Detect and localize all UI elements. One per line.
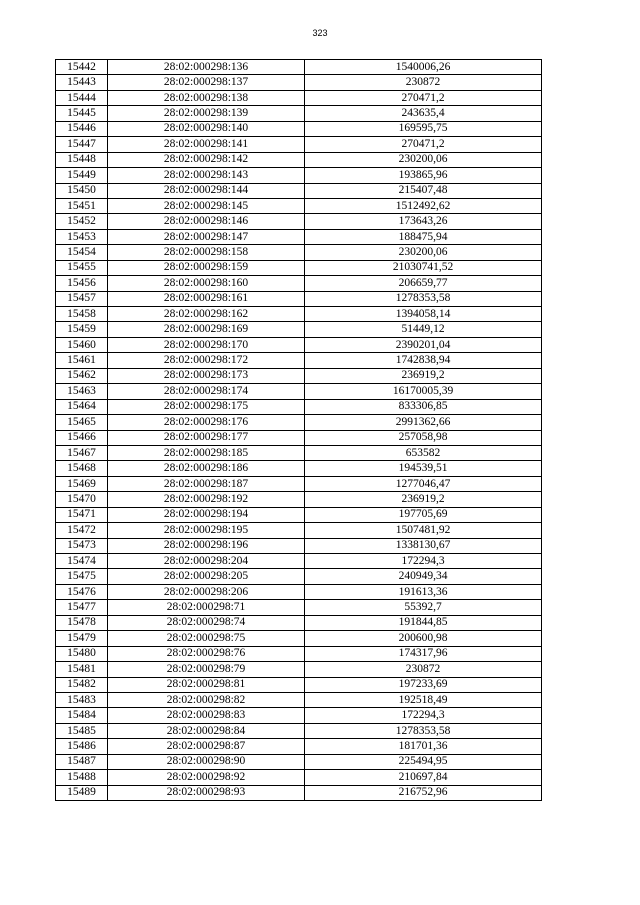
table-row [56,507,542,522]
value-cell: 236919,2 [305,492,542,507]
cadastral-number-cell: 28:02:000298:162 [108,307,305,322]
value-cell: 1507481,92 [305,523,542,538]
row-number-cell: 15453 [56,229,108,244]
cadastral-number-cell: 28:02:000298:196 [108,538,305,553]
value-cell: 194539,51 [305,461,542,476]
value-cell: 173643,26 [305,214,542,229]
value-cell: 210697,84 [305,770,542,785]
row-number-cell: 15452 [56,214,108,229]
table-row [56,90,542,105]
cadastral-number-cell: 28:02:000298:138 [108,90,305,105]
row-number-cell: 15445 [56,106,108,121]
cadastral-number-cell: 28:02:000298:176 [108,415,305,430]
table-row [56,75,542,90]
value-cell: 1278353,58 [305,291,542,306]
row-number-cell: 15458 [56,307,108,322]
cadastral-number-cell: 28:02:000298:137 [108,75,305,90]
row-number-cell: 15456 [56,276,108,291]
row-number-cell: 15450 [56,183,108,198]
row-number-cell: 15447 [56,137,108,152]
table-row [56,754,542,769]
table-row [56,662,542,677]
row-number-cell: 15448 [56,152,108,167]
cadastral-number-cell: 28:02:000298:158 [108,245,305,260]
table-row [56,461,542,476]
table-row [56,229,542,244]
row-number-cell: 15465 [56,415,108,430]
cadastral-number-cell: 28:02:000298:173 [108,368,305,383]
row-number-cell: 15473 [56,538,108,553]
row-number-cell: 15480 [56,646,108,661]
cadastral-number-cell: 28:02:000298:204 [108,554,305,569]
table-row [56,677,542,692]
value-cell: 172294,3 [305,554,542,569]
cadastral-number-cell: 28:02:000298:140 [108,121,305,136]
row-number-cell: 15474 [56,554,108,569]
row-number-cell: 15487 [56,754,108,769]
page-number: 323 [312,28,328,38]
row-number-cell: 15469 [56,476,108,491]
cadastral-number-cell: 28:02:000298:75 [108,631,305,646]
table-row [56,260,542,275]
cadastral-number-cell: 28:02:000298:76 [108,646,305,661]
value-cell: 2390201,04 [305,337,542,352]
value-cell: 230872 [305,662,542,677]
row-number-cell: 15460 [56,337,108,352]
row-number-cell: 15443 [56,75,108,90]
table-row [56,276,542,291]
table-row [56,183,542,198]
value-cell: 174317,96 [305,646,542,661]
value-cell: 191613,36 [305,584,542,599]
cadastral-number-cell: 28:02:000298:81 [108,677,305,692]
value-cell: 270471,2 [305,137,542,152]
table-row [56,430,542,445]
value-cell: 197233,69 [305,677,542,692]
value-cell: 16170005,39 [305,384,542,399]
cadastral-number-cell: 28:02:000298:169 [108,322,305,337]
value-cell: 197705,69 [305,507,542,522]
value-cell: 236919,2 [305,368,542,383]
value-cell: 172294,3 [305,708,542,723]
value-cell: 169595,75 [305,121,542,136]
table-row [56,538,542,553]
value-cell: 181701,36 [305,739,542,754]
cadastral-number-cell: 28:02:000298:174 [108,384,305,399]
row-number-cell: 15481 [56,662,108,677]
value-cell: 200600,98 [305,631,542,646]
value-cell: 240949,34 [305,569,542,584]
row-number-cell: 15468 [56,461,108,476]
value-cell: 230200,06 [305,245,542,260]
value-cell: 51449,12 [305,322,542,337]
value-cell: 1512492,62 [305,198,542,213]
table-row [56,152,542,167]
cadastral-number-cell: 28:02:000298:175 [108,399,305,414]
row-number-cell: 15459 [56,322,108,337]
cadastral-number-cell: 28:02:000298:141 [108,137,305,152]
table-row [56,399,542,414]
row-number-cell: 15477 [56,600,108,615]
table-row [56,60,542,75]
value-cell: 193865,96 [305,168,542,183]
value-cell: 188475,94 [305,229,542,244]
table-row [56,554,542,569]
cadastral-number-cell: 28:02:000298:195 [108,523,305,538]
table-row [56,708,542,723]
row-number-cell: 15472 [56,523,108,538]
value-cell: 216752,96 [305,785,542,800]
table-row [56,368,542,383]
cadastral-number-cell: 28:02:000298:90 [108,754,305,769]
cadastral-number-cell: 28:02:000298:161 [108,291,305,306]
cadastral-number-cell: 28:02:000298:71 [108,600,305,615]
row-number-cell: 15471 [56,507,108,522]
row-number-cell: 15476 [56,584,108,599]
table-row [56,322,542,337]
value-cell: 206659,77 [305,276,542,291]
table-row [56,415,542,430]
cadastral-number-cell: 28:02:000298:136 [108,60,305,75]
table-row [56,337,542,352]
cadastral-number-cell: 28:02:000298:143 [108,168,305,183]
cadastral-number-cell: 28:02:000298:185 [108,445,305,460]
table-row [56,646,542,661]
cadastral-number-cell: 28:02:000298:83 [108,708,305,723]
value-cell: 225494,95 [305,754,542,769]
table-row [56,569,542,584]
table-row [56,137,542,152]
row-number-cell: 15485 [56,723,108,738]
row-number-cell: 15466 [56,430,108,445]
table-row [56,492,542,507]
row-number-cell: 15454 [56,245,108,260]
table-row [56,353,542,368]
cadastral-number-cell: 28:02:000298:93 [108,785,305,800]
value-cell: 653582 [305,445,542,460]
table-row [56,307,542,322]
cadastral-number-cell: 28:02:000298:82 [108,692,305,707]
row-number-cell: 15446 [56,121,108,136]
row-number-cell: 15457 [56,291,108,306]
cadastral-number-cell: 28:02:000298:142 [108,152,305,167]
cadastral-number-cell: 28:02:000298:84 [108,723,305,738]
row-number-cell: 15488 [56,770,108,785]
cadastral-number-cell: 28:02:000298:146 [108,214,305,229]
row-number-cell: 15463 [56,384,108,399]
table-row [56,198,542,213]
table-row [56,723,542,738]
row-number-cell: 15464 [56,399,108,414]
value-cell: 230200,06 [305,152,542,167]
row-number-cell: 15475 [56,569,108,584]
table-row [56,770,542,785]
table-row [56,584,542,599]
cadastral-number-cell: 28:02:000298:192 [108,492,305,507]
cadastral-number-cell: 28:02:000298:147 [108,229,305,244]
row-number-cell: 15442 [56,60,108,75]
row-number-cell: 15449 [56,168,108,183]
value-cell: 1338130,67 [305,538,542,553]
value-cell: 1394058,14 [305,307,542,322]
value-cell: 1278353,58 [305,723,542,738]
cadastral-number-cell: 28:02:000298:159 [108,260,305,275]
table-row [56,384,542,399]
table-row [56,106,542,121]
table-row [56,121,542,136]
cadastral-number-cell: 28:02:000298:87 [108,739,305,754]
row-number-cell: 15482 [56,677,108,692]
value-cell: 243635,4 [305,106,542,121]
value-cell: 1742838,94 [305,353,542,368]
cadastral-number-cell: 28:02:000298:205 [108,569,305,584]
table-body [56,60,542,801]
table-row [56,523,542,538]
row-number-cell: 15444 [56,90,108,105]
cadastral-number-cell: 28:02:000298:206 [108,584,305,599]
table-row [56,600,542,615]
table-row [56,615,542,630]
row-number-cell: 15478 [56,615,108,630]
cadastral-number-cell: 28:02:000298:187 [108,476,305,491]
row-number-cell: 15461 [56,353,108,368]
row-number-cell: 15486 [56,739,108,754]
cadastral-number-cell: 28:02:000298:74 [108,615,305,630]
cadastral-number-cell: 28:02:000298:172 [108,353,305,368]
table-row [56,631,542,646]
table-row [56,291,542,306]
cadastral-number-cell: 28:02:000298:170 [108,337,305,352]
cadastral-number-cell: 28:02:000298:194 [108,507,305,522]
cadastral-number-cell: 28:02:000298:160 [108,276,305,291]
value-cell: 191844,85 [305,615,542,630]
row-number-cell: 15484 [56,708,108,723]
table-row [56,168,542,183]
table-row [56,245,542,260]
value-cell: 21030741,52 [305,260,542,275]
cadastral-number-cell: 28:02:000298:144 [108,183,305,198]
row-number-cell: 15489 [56,785,108,800]
cadastral-number-cell: 28:02:000298:79 [108,662,305,677]
value-cell: 215407,48 [305,183,542,198]
row-number-cell: 15451 [56,198,108,213]
row-number-cell: 15467 [56,445,108,460]
row-number-cell: 15455 [56,260,108,275]
row-number-cell: 15479 [56,631,108,646]
row-number-cell: 15483 [56,692,108,707]
cadastral-number-cell: 28:02:000298:145 [108,198,305,213]
row-number-cell: 15462 [56,368,108,383]
value-cell: 2991362,66 [305,415,542,430]
cadastral-number-cell: 28:02:000298:139 [108,106,305,121]
table-row [56,214,542,229]
data-table [55,59,542,801]
value-cell: 1277046,47 [305,476,542,491]
value-cell: 833306,85 [305,399,542,414]
table-row [56,739,542,754]
value-cell: 55392,7 [305,600,542,615]
value-cell: 270471,2 [305,90,542,105]
table-row [56,476,542,491]
cadastral-number-cell: 28:02:000298:92 [108,770,305,785]
cadastral-number-cell: 28:02:000298:186 [108,461,305,476]
cadastral-number-cell: 28:02:000298:177 [108,430,305,445]
row-number-cell: 15470 [56,492,108,507]
table-row [56,445,542,460]
value-cell: 257058,98 [305,430,542,445]
value-cell: 230872 [305,75,542,90]
table-row [56,785,542,800]
value-cell: 192518,49 [305,692,542,707]
table-row [56,692,542,707]
value-cell: 1540006,26 [305,60,542,75]
